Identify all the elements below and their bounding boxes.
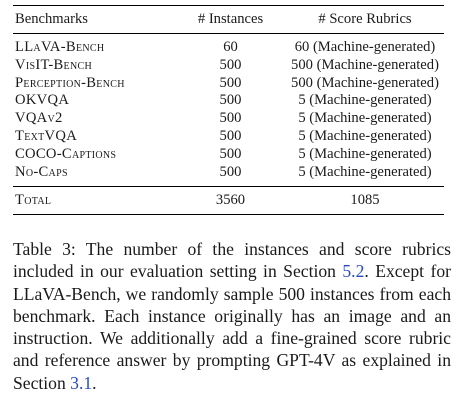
section-ref-link[interactable]: 5.2 [342, 261, 365, 282]
row-benchmark: VisIT-Bench [15, 56, 92, 73]
row-instances: 500 [219, 163, 242, 180]
benchmark-table [13, 5, 444, 215]
table-row [13, 57, 444, 75]
row-rubrics: 5 (Machine-generated) [298, 127, 432, 144]
row-rubrics: 5 (Machine-generated) [298, 92, 432, 109]
row-benchmark: OKVQA [15, 92, 70, 109]
row-instances: 60 [223, 39, 238, 55]
row-rubrics: 500 (Machine-generated) [291, 56, 439, 73]
table-row [13, 39, 444, 57]
table-row [13, 164, 444, 182]
row-instances: 500 [219, 145, 242, 162]
row-instances: 500 [219, 92, 242, 109]
table-header-row [13, 6, 444, 34]
table-row [13, 110, 444, 128]
row-instances: 500 [219, 110, 242, 127]
caption-text: . Except for LLaVA-Bench, we randomly sample 500 instances from each benchmark. Each instance originally has an image and an instruction. We additionally add a fine-grained score rubric and reference answer by prompting GPT-4V as explained in Section [13, 261, 451, 393]
header-benchmarks: Benchmarks [15, 11, 88, 27]
row-benchmark: No-Caps [15, 163, 68, 180]
row-rubrics: 60 (Machine-generated) [294, 39, 436, 55]
row-rubrics: 500 (Machine-generated) [291, 74, 439, 91]
row-rubrics: 5 (Machine-generated) [298, 163, 432, 180]
header-score-rubrics: # Score Rubrics [318, 11, 412, 27]
row-instances: 500 [219, 127, 242, 144]
row-benchmark: TextVQA [15, 127, 78, 144]
row-benchmark: VQAv2 [15, 110, 63, 127]
table-row [13, 75, 444, 93]
table-caption [13, 238, 451, 394]
table-total-row [13, 187, 444, 215]
table-row [13, 128, 444, 146]
caption-text: . [92, 372, 97, 393]
results-table-container [13, 5, 444, 215]
row-benchmark: LLaVA-Bench [15, 39, 105, 55]
header-instances: # Instances [197, 11, 264, 27]
table-row [13, 92, 444, 110]
row-rubrics: 5 (Machine-generated) [298, 145, 432, 162]
row-rubrics: 5 (Machine-generated) [298, 110, 432, 127]
total-rubrics: 1085 [350, 192, 380, 209]
row-benchmark: Perception-Bench [15, 74, 125, 91]
total-label: Total [15, 192, 52, 209]
table-row [13, 146, 444, 164]
section-ref-link[interactable]: 3.1 [70, 372, 93, 393]
caption-text: Table 3: The number of the instances and score rubrics included in our evaluation setting in Section [13, 239, 451, 282]
total-instances: 3560 [215, 192, 246, 209]
row-instances: 500 [219, 56, 242, 73]
row-instances: 500 [219, 74, 242, 91]
row-benchmark: COCO-Captions [15, 145, 117, 162]
